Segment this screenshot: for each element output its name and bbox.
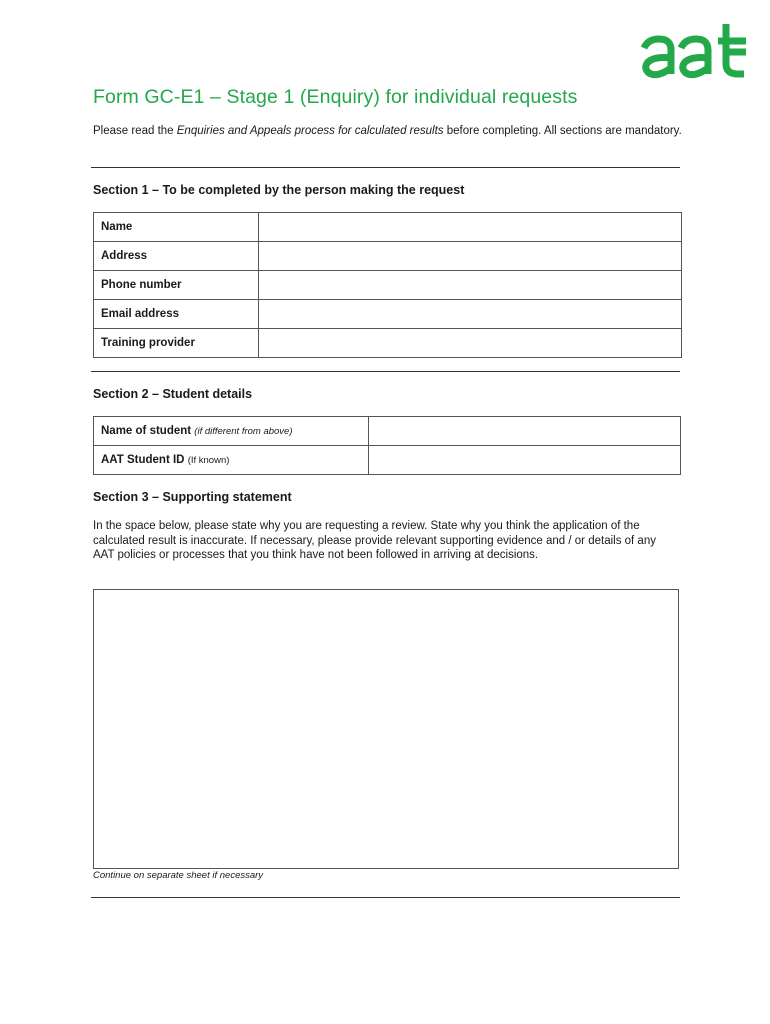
table-row [94, 329, 682, 358]
table-row [94, 242, 682, 271]
table-row [94, 300, 682, 329]
aat-logo-icon [640, 22, 750, 82]
statement-instructions: In the space below, please state why you are requesting a review. State why you think the application of the calculated result is inaccurate. If necessary, please provide relevant supporting evidence and / or details of any AAT policies or processes that you think have not been followed in arriving at decisions. [93, 520, 656, 561]
training-provider-label: Training provider [94, 329, 259, 358]
intro-text [93, 124, 683, 139]
divider [91, 371, 680, 372]
table-row [94, 271, 682, 300]
address-field[interactable] [259, 242, 682, 271]
process-link[interactable]: Enquiries and Appeals process for calculated results [176, 125, 444, 137]
student-name-label-text: Name of student [101, 425, 192, 437]
training-provider-field[interactable] [259, 329, 682, 358]
student-id-field[interactable] [369, 446, 681, 475]
email-address-label: Email address [94, 300, 259, 329]
intro-suffix: before completing. All sections are mandatory. [443, 125, 682, 137]
student-id-label [94, 446, 369, 475]
student-name-label [94, 417, 369, 446]
student-name-field[interactable] [369, 417, 681, 446]
section2-table [93, 416, 681, 475]
name-field[interactable] [259, 213, 682, 242]
supporting-statement-field[interactable] [93, 589, 679, 869]
page-title: Form GC-E1 – Stage 1 (Enquiry) for individual requests [93, 86, 578, 108]
section2-heading: Section 2 – Student details [93, 387, 253, 401]
student-id-label-text: AAT Student ID [101, 454, 185, 466]
table-row [94, 446, 681, 475]
address-label: Address [94, 242, 259, 271]
continue-note: Continue on separate sheet if necessary [93, 870, 264, 881]
student-name-note: (if different from above) [194, 426, 293, 437]
phone-number-field[interactable] [259, 271, 682, 300]
aat-logo [640, 22, 750, 82]
section1-table [93, 212, 682, 358]
intro-prefix: Please read the [93, 125, 177, 137]
email-address-field[interactable] [259, 300, 682, 329]
table-row [94, 417, 681, 446]
table-row [94, 213, 682, 242]
section3-heading: Section 3 – Supporting statement [93, 490, 292, 504]
name-label: Name [94, 213, 259, 242]
divider [91, 167, 680, 168]
phone-number-label: Phone number [94, 271, 259, 300]
section1-heading: Section 1 – To be completed by the person making the request [93, 183, 465, 197]
student-id-note: (If known) [187, 455, 230, 466]
divider [91, 897, 680, 898]
